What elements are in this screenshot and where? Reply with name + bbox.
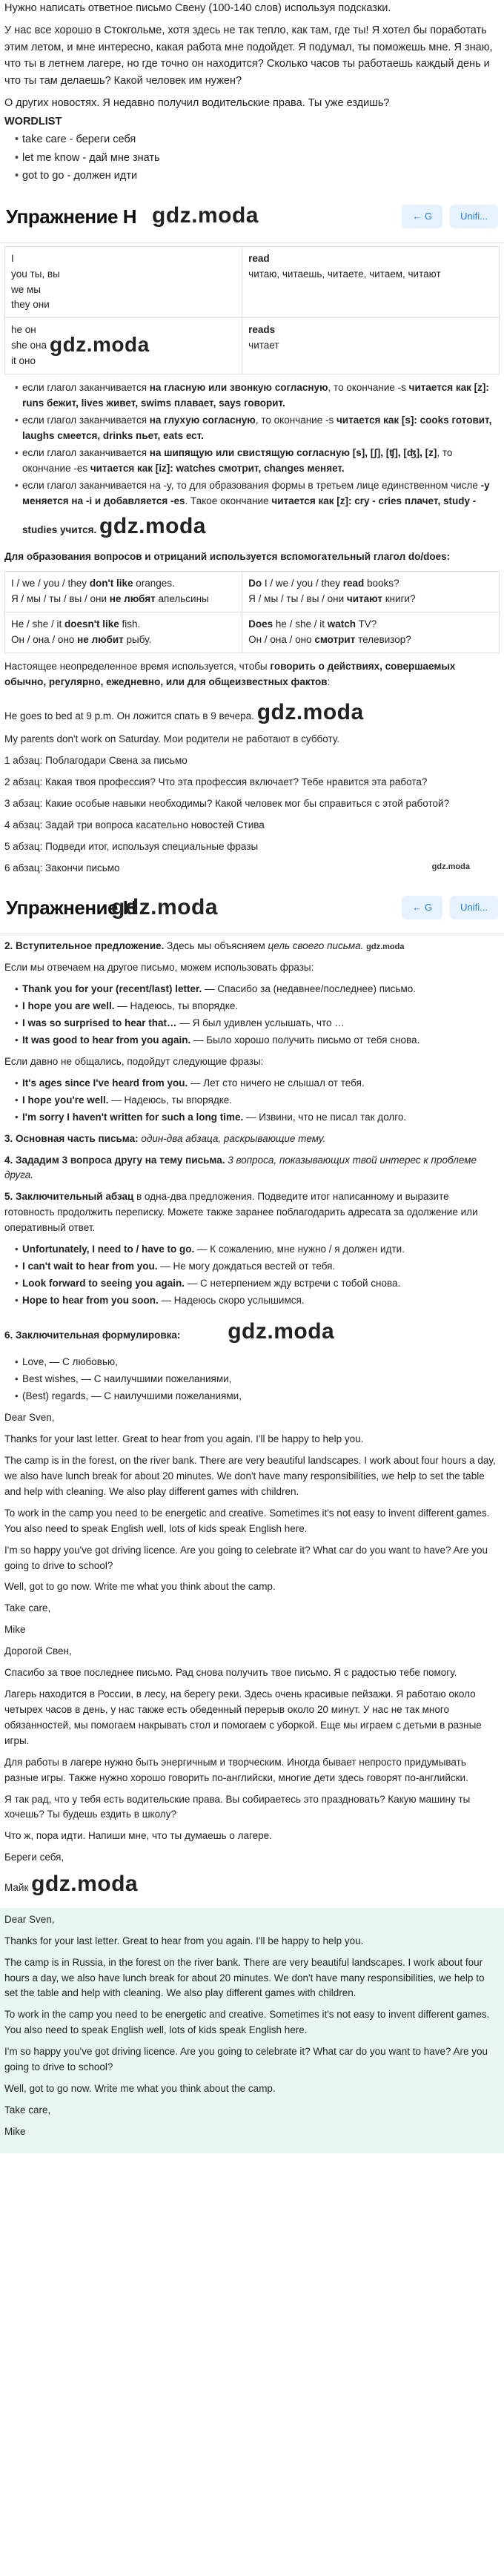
table-row: [5, 612, 500, 653]
prev-exercise-label: G: [425, 902, 433, 914]
signoff-item: • (Best) regards, — С наилучшими пожеланиями,: [15, 1389, 500, 1404]
letter-line: Я так рад, что у тебя есть водительские права. Вы собираетесь это праздновать? Какую машину ты хочешь? Ты будешь ездить в школу?: [4, 1793, 471, 1820]
letter-line: Well, got to go now. Write me what you think about the camp.: [4, 1581, 276, 1593]
letter-line: Дорогой Свен,: [4, 1645, 72, 1657]
letter-line: The camp is in the forest, on the river bank. There are very beautiful landscapes. I work about four hours a day, we also have lunch break for about 20 minutes. We don't have many responsibilities, we help to set the table and help with cleaning. We also play different games with children.: [4, 1454, 496, 1497]
final-letter: [0, 1908, 504, 2153]
exercise-title: Упражнение H: [6, 896, 136, 919]
plan-item: 6 абзац: Закончи письмо gdz.moda: [4, 862, 470, 873]
other-news: О других новостях. Я недавно получил водительские права. Ты уже ездишь?: [4, 97, 390, 110]
phrase-item: • I was so surprised to hear that… — Я был удивлен услышать, что …: [15, 1016, 500, 1031]
letter-russian: [4, 1644, 500, 1902]
phrase-list: [4, 1076, 500, 1126]
table-cell: [5, 246, 242, 318]
watermark: gdz.moda: [152, 203, 259, 228]
letter-line: To work in the camp you need to be energetic and creative. Sometimes it's not easy to invent different games. You also need to speak English well, lots of kids speak English here.: [4, 2009, 490, 2036]
pronoun: it оно: [11, 355, 36, 367]
letter-line: Well, got to go now. Write me what you think about the camp.: [4, 2083, 276, 2095]
section-questions: 4. Зададим 3 вопроса другу на тему письма. 3 вопроса, показывающих твой интерес к проблеме друга.: [4, 1154, 477, 1181]
wordlist-title: WORDLIST: [4, 115, 62, 128]
verb-form: reads: [248, 324, 276, 336]
plan-item: 1 абзац: Поблагодари Свена за письмо: [4, 754, 188, 766]
phrase-item: • Look forward to seeing you again. — С нетерпением жду встречи с тобой снова.: [15, 1276, 500, 1292]
phrase-item: • I hope you're well. — Надеюсь, ты впорядке.: [15, 1093, 500, 1109]
long-intro: Если давно не общались, подойдут следующие фразы:: [4, 1055, 264, 1067]
phrase-item: • Thank you for your (recent/last) letter. — Спасибо за (недавнее/последнее) письмо.: [15, 982, 500, 997]
section-signoff: 6. Заключительная формулировка: gdz.moda: [4, 1318, 335, 1344]
watermark: gdz.moda: [256, 700, 364, 725]
rule-item: • если глагол заканчивается на гласную или звонкую согласную, то окончание -s читается как [z]: runs бежит, lives живет, swims плавает, says говорит.: [15, 380, 500, 412]
plan-item: 4 абзац: Задай три вопроса касательно новостей Стива: [4, 819, 265, 830]
table-cell: [242, 318, 500, 374]
watermark: gdz.moda: [99, 513, 206, 538]
rule-item: • если глагол заканчивается на шипящую или свистящую согласную [s], [ʃ], [ʧ], [ʤ], [z], то окончание -es читается как [iz]: watches смотрит, changes меняет.: [15, 446, 500, 477]
table-cell: [242, 246, 500, 318]
next-exercise-button[interactable]: [450, 205, 498, 228]
watermark: gdz.moda: [228, 1318, 335, 1344]
pronoun: I: [11, 252, 14, 264]
letter-line: Take care,: [4, 2104, 51, 2116]
prev-exercise-label: G: [425, 210, 433, 222]
exercise-header: [0, 191, 504, 243]
rule-item: • если глагол заканчивается на глухую согласную, то окончание -s читается как [s]: cooks готовит, laughs смеется, drinks пьет, eats ест.: [15, 413, 500, 444]
next-exercise-button[interactable]: [450, 896, 498, 919]
letter-line: Спасибо за твое последнее письмо. Рад снова получить твое письмо. Я с радостью тебе помогу.: [4, 1667, 457, 1679]
signoff-list: [4, 1355, 500, 1404]
watermark: gdz.moda: [111, 895, 218, 920]
phrase-item: • I hope you are well. — Надеюсь, ты впорядке.: [15, 999, 500, 1014]
reply-intro: Если мы отвечаем на другое письмо, можем использовать фразы:: [4, 962, 314, 974]
do-does-table: [4, 571, 500, 653]
letter-line: Thanks for your last letter. Great to hear from you again. I'll be happy to help you.: [4, 1935, 364, 1946]
letter-line: Для работы в лагере нужно быть энергичным и творческим. Иногда бывает непросто придумывать разные игры. Также нужно хорошо говорить по-английски, многие дети здесь говорят по-английски.: [4, 1756, 468, 1783]
table-cell: [5, 318, 242, 374]
table-cell: He / she / it doesn't like fish. Он / она / оно не любит рыбу.: [5, 612, 242, 653]
letter-line: Take care,: [4, 1602, 51, 1614]
pronoun: he он: [11, 324, 36, 336]
example: My parents don't work on Saturday. Мои родители не работают в субботу.: [4, 733, 339, 744]
table-row: [5, 246, 500, 318]
table-cell: Do I / we / you / they read books? Я / мы / ты / вы / они читают книги?: [242, 571, 500, 612]
phrase-item: • Unfortunately, I need to / have to go. — К сожалению, мне нужно / я должен идти.: [15, 1242, 500, 1258]
section-main: 3. Основная часть письма: один-два абзаца, раскрывающие тему.: [4, 1132, 326, 1144]
question-rule: Для образования вопросов и отрицаний используется вспомогательный глагол do/does:: [4, 551, 451, 563]
letter-line: I'm so happy you've got driving licence. Are you going to celebrate it? What car do you want to have? Are you going to drive to school?: [4, 1544, 488, 1571]
prev-exercise-button[interactable]: ← G: [402, 205, 442, 228]
wordlist-item: • let me know - дай мне знать: [15, 150, 500, 166]
table-row: [5, 318, 500, 374]
signoff-item: • Best wishes, — С наилучшими пожеланиями,: [15, 1372, 500, 1387]
exercise-title: Упражнение H: [6, 205, 136, 228]
next-exercise-label: Unifi...: [460, 902, 488, 914]
pronoun: you ты, вы: [11, 268, 60, 280]
letter-english: [4, 1410, 500, 1638]
conjugation-table: [4, 246, 500, 374]
pronoun: we мы: [11, 283, 41, 295]
exercise-header: [0, 882, 504, 934]
letter-line: Thanks for your last letter. Great to hear from you again. I'll be happy to help you.: [4, 1433, 364, 1445]
phrase-list: [4, 1242, 500, 1309]
letter-line: Dear Sven,: [4, 1412, 55, 1424]
letter-structure: [4, 934, 500, 1404]
letter-line: Лагерь находится в России, в лесу, на берегу реки. Здесь очень красивые пейзажи. Я работаю около четырех часов в день, у нас также есть обеденный перерыв около 20 минут. У нас не так много обязанностей, мы помогаем накрывать стол и помогаем с уборкой. Еще мы играем с детьми в разные игры.: [4, 1688, 482, 1746]
letter-line: Dear Sven,: [4, 1913, 55, 1925]
prev-exercise-button[interactable]: ← G: [402, 896, 442, 919]
letter-line: Что ж, пора идти. Напиши мне, что ты думаешь о лагере.: [4, 1830, 272, 1842]
plan-item: 5 абзац: Подведи итог, используя специальные фразы: [4, 840, 259, 852]
phrase-item: • Hope to hear from you soon. — Надеюсь скоро услышимся.: [15, 1293, 500, 1309]
pronoun: they они: [11, 299, 50, 311]
pronoun: she она: [11, 340, 47, 351]
plan: [4, 753, 500, 876]
phrase-list: [4, 982, 500, 1048]
letter-line: Mike: [4, 2125, 26, 2137]
table-row: [5, 571, 500, 612]
verb-translation: читает: [248, 340, 279, 351]
phrase-item: • I'm sorry I haven't written for such a long time. — Извини, что не писал так долго.: [15, 1110, 500, 1126]
present-simple-rule: Настоящее неопределенное время используется, чтобы говорить о действиях, совершаемых обычно, регулярно, ежедневно, или для общеизвестных фактов:: [4, 660, 456, 687]
plan-item: 2 абзац: Какая твоя профессия? Что эта профессия включает? Тебе нравится эта работа?: [4, 776, 428, 787]
wordlist-item: • got to go - должен идти: [15, 168, 500, 184]
verb-translation: читаю, читаешь, читаете, читаем, читают: [248, 268, 441, 280]
verb-form: read: [248, 252, 270, 264]
rule-item: • если глагол заканчивается на -y, то для образования формы в третьем лице единственном числе -y меняется на -i и добавляется -es. Такое окончание читается как [z]: cry - cries плачет, study - studies учится. gdz.moda: [15, 478, 500, 544]
watermark: gdz.moda: [50, 333, 150, 357]
section-intro: 2. Вступительное предложение. Здесь мы объясняем цель своего письма. gdz.moda: [4, 940, 405, 952]
example: He goes to bed at 9 p.m. Он ложится спать в 9 вечера. gdz.moda: [4, 700, 364, 725]
phrase-item: • It was good to hear from you again. — Было хорошо получить письмо от тебя снова.: [15, 1033, 500, 1048]
plan-item: 3 абзац: Какие особые навыки необходимы? Какой человек мог бы справиться с этой работой?: [4, 797, 450, 809]
signoff-item: • Love, — С любовью,: [15, 1355, 500, 1370]
wordlist: [4, 131, 500, 184]
rules-list: [4, 380, 500, 544]
letter-line: Береги себя,: [4, 1852, 64, 1863]
phrase-item: • I can't wait to hear from you. — Не могу дождаться вестей от тебя.: [15, 1259, 500, 1275]
next-exercise-label: Unifi...: [460, 210, 488, 222]
letter-line: The camp is in Russia, in the forest on the river bank. There are very beautiful landscapes. I work about four hours a day, we also have lunch break for about 20 minutes. We don't have many responsibilities, we help to set the table and help with cleaning. We also play different games with children.: [4, 1956, 485, 1999]
section-closing: 5. Заключительный абзац в одна-два предложения. Подведите итог написанному и выразите готовность продолжить переписку. Можете также заранее поблагодарить адресата за одолжение или оперативный ответ.: [4, 1191, 478, 1234]
table-cell: I / we / you / they don't like oranges. Я / мы / ты / вы / они не любят апельсины: [5, 571, 242, 612]
watermark: gdz.moda: [366, 942, 405, 952]
wordlist-item: • take care - береги себя: [15, 131, 500, 148]
letter-line: Майк gdz.moda: [4, 1872, 139, 1897]
letter-line: I'm so happy you've got driving licence. Are you going to celebrate it? What car do you want to have? Are you going to drive to school?: [4, 2046, 488, 2073]
sven-letter-translation: У нас все хорошо в Стокгольме, хотя здесь не так тепло, как там, где ты! Я хотел бы поработать этим летом, и мне интересно, какая работа мне подойдет. Я подумал, ты поможешь мне. Я знаю, что ты в летнем лагере, но где точно он находится? Сколько часов ты работаешь каждый день и что ты там делаешь? Какой человек им нужен?: [4, 24, 493, 87]
table-cell: Does he / she / it watch TV? Он / она / оно смотрит телевизор?: [242, 612, 500, 653]
task-text: Нужно написать ответное письмо Свену (100-140 слов) используя подсказки.: [4, 2, 391, 14]
phrase-item: • It's ages since I've heard from you. — Лет сто ничего не слышал от тебя.: [15, 1076, 500, 1092]
letter-line: To work in the camp you need to be energetic and creative. Sometimes it's not easy to invent different games. You also need to speak English well, lots of kids speak English here.: [4, 1507, 490, 1534]
watermark: gdz.moda: [431, 862, 470, 871]
letter-line: Mike: [4, 1624, 26, 1636]
watermark: gdz.moda: [31, 1872, 139, 1897]
